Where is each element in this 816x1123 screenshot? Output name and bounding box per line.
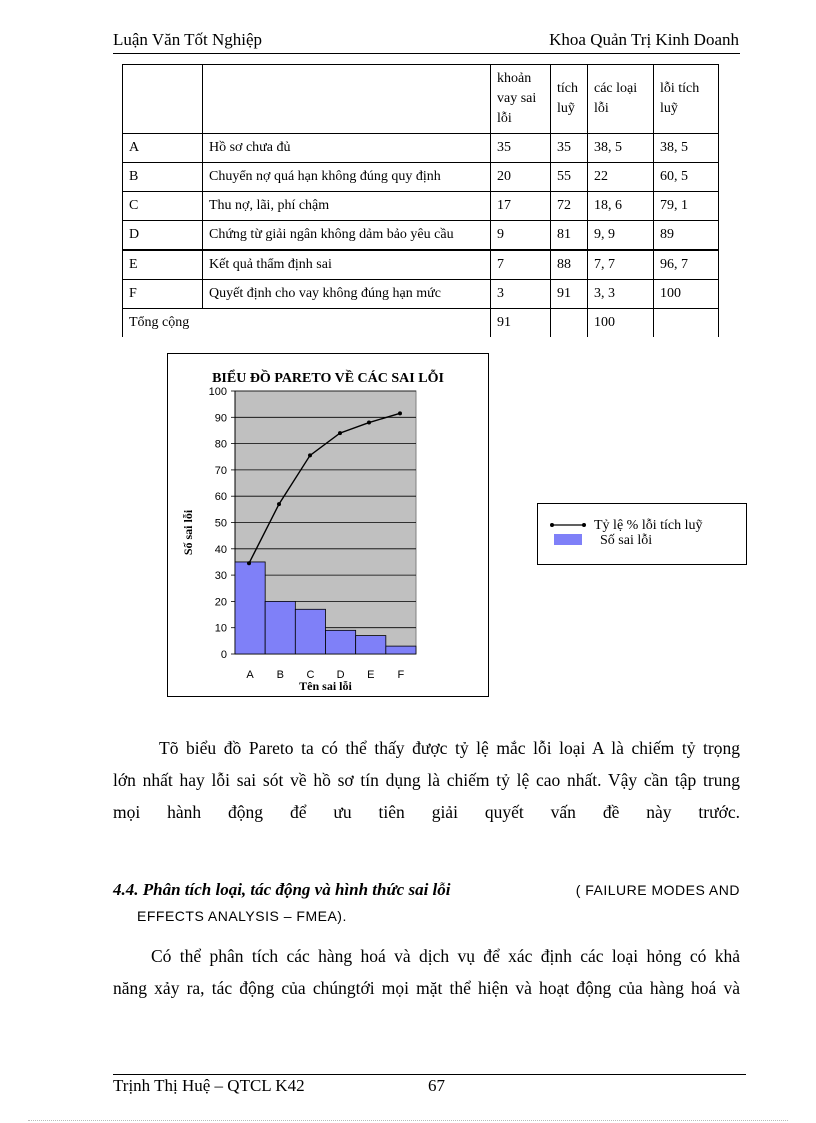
page-bottom-dotted-line (28, 1120, 788, 1121)
x-tick-label: F (397, 669, 405, 681)
y-tick-label: 30 (214, 570, 227, 583)
section-heading (113, 880, 740, 924)
table-header-cell: tích luỹ (551, 65, 588, 134)
total-count: 91 (491, 309, 551, 338)
table-row (123, 221, 719, 251)
legend-bar-swatch (554, 534, 582, 545)
table-cell: E (123, 250, 203, 280)
table-cell: Thu nợ, lãi, phí chậm (203, 192, 491, 221)
table-row (123, 192, 719, 221)
paragraph-line: mọi hành động để ưu tiên giải quyết vấn đề này trước. (113, 802, 740, 822)
table-cell: D (123, 221, 203, 251)
x-tick-label: A (246, 669, 254, 681)
table-cell: Hồ sơ chưa đủ (203, 134, 491, 163)
table-cell: 3 (491, 280, 551, 309)
table-header-cell (123, 65, 203, 134)
page-number: 67 (428, 1076, 445, 1095)
table-cell: 9, 9 (588, 221, 654, 251)
table-cell: F (123, 280, 203, 309)
x-tick-label: E (367, 669, 375, 681)
x-tick-label: D (336, 669, 345, 681)
header-left: Luận Văn Tốt Nghiệp (113, 30, 263, 49)
table-cell: 22 (588, 163, 654, 192)
cumulative-point-A (247, 561, 251, 565)
legend-bar-label: Số sai lỗi (600, 533, 653, 548)
section-subtitle-en: ( FAILURE MODES AND (575, 882, 740, 898)
paragraph-1 (113, 732, 740, 828)
y-axis-title: Số sai lỗi (181, 509, 195, 556)
paragraph-line: lớn nhất hay lỗi sai sót về hồ sơ tín dụng là chiếm tỷ lệ cao nhất. Vậy cần tập trung (113, 770, 740, 790)
x-tick-label: C (306, 669, 315, 681)
table-cell: 89 (654, 221, 719, 251)
y-tick-label: 70 (214, 464, 227, 477)
paragraph-line: Tõ biểu đồ Pareto ta có thể thấy được tỷ lệ mắc lỗi loại A là chiếm tỷ trọng (159, 738, 740, 758)
header-right: Khoa Quản Trị Kinh Doanh (549, 30, 739, 49)
legend-line-label: Tỷ lệ % lỗi tích luỹ (594, 518, 703, 533)
y-tick-label: 60 (214, 491, 227, 504)
table-cell: 17 (491, 192, 551, 221)
table-cell: 3, 3 (588, 280, 654, 309)
y-tick-label: 50 (214, 517, 227, 530)
bar-F (386, 646, 416, 654)
table-header-row (123, 65, 719, 134)
bar-D (326, 630, 356, 654)
y-tick-label: 0 (220, 649, 227, 661)
paragraph-2 (113, 940, 740, 1004)
y-tick-label: 80 (214, 438, 227, 451)
pareto-chart-svg (168, 354, 488, 696)
table-header-cell: các loại lỗi (588, 65, 654, 134)
footer-rule (113, 1074, 746, 1075)
table-row (123, 134, 719, 163)
pareto-chart (167, 353, 489, 697)
total-label: Tổng cộng (123, 309, 491, 338)
table-cell: C (123, 192, 203, 221)
table-total-row (123, 309, 719, 338)
bar-C (295, 609, 325, 654)
table-row (123, 163, 719, 192)
y-tick-label: 100 (208, 386, 227, 398)
error-table (122, 64, 719, 337)
cumulative-point-B (277, 502, 281, 506)
section-number: 4.4. (113, 880, 139, 899)
table-cell: 81 (551, 221, 588, 251)
chart-legend (537, 503, 747, 565)
table-cell: 60, 5 (654, 163, 719, 192)
table-header-cell: khoản vay sai lỗi (491, 65, 551, 134)
table-row (123, 280, 719, 309)
y-tick-label: 20 (214, 596, 227, 609)
legend-svg (538, 504, 746, 564)
section-subtitle-en: EFFECTS ANALYSIS – FMEA). (137, 908, 347, 924)
table-cell: 7, 7 (588, 250, 654, 280)
table-cell: 20 (491, 163, 551, 192)
table-cell: 79, 1 (654, 192, 719, 221)
y-tick-label: 40 (214, 543, 227, 556)
table-cell: 72 (551, 192, 588, 221)
table-cell: B (123, 163, 203, 192)
cumulative-point-F (398, 411, 402, 415)
table-cell: 55 (551, 163, 588, 192)
table-cell: Kết quả thẩm định sai (203, 250, 491, 280)
chart-title: BIỂU ĐỒ PARETO VỀ CÁC SAI LỖI (212, 371, 444, 386)
paragraph-line: Có thể phân tích các hàng hoá và dịch vụ để xác định các loại hỏng có khả (151, 946, 740, 966)
cumulative-point-C (308, 453, 312, 457)
table-cell: 38, 5 (588, 134, 654, 163)
legend-line-marker (550, 523, 586, 527)
paragraph-line: năng xảy ra, tác động của chúngtới mọi mặt thể hiện và hoạt động của hàng hoá và (113, 978, 740, 998)
table-cell: A (123, 134, 203, 163)
total-percent: 100 (588, 309, 654, 338)
table-row (123, 250, 719, 280)
x-axis-title: Tên sai lỗi (299, 679, 352, 693)
bar-A (235, 562, 265, 654)
table-cell (551, 309, 588, 338)
table-cell: 100 (654, 280, 719, 309)
bar-B (265, 601, 295, 654)
table-cell: 96, 7 (654, 250, 719, 280)
table-cell: 88 (551, 250, 588, 280)
table-cell: 18, 6 (588, 192, 654, 221)
table-cell: 91 (551, 280, 588, 309)
x-tick-label: B (276, 669, 284, 681)
table-cell: 38, 5 (654, 134, 719, 163)
y-tick-label: 10 (214, 622, 227, 635)
cumulative-point-E (367, 421, 371, 425)
header-rule (113, 53, 740, 54)
table-cell: Chứng từ giải ngân không dảm bảo yêu cầu (203, 221, 491, 251)
table-cell: 35 (491, 134, 551, 163)
table-cell: Quyết định cho vay không đúng hạn mức (203, 280, 491, 309)
table-header-cell (203, 65, 491, 134)
table-cell: 9 (491, 221, 551, 251)
cumulative-point-D (338, 431, 342, 435)
y-tick-label: 90 (214, 412, 227, 425)
table-cell: 35 (551, 134, 588, 163)
table-header-cell: lỗi tích luỹ (654, 65, 719, 134)
footer-author: Trịnh Thị Huệ – QTCL K42 (113, 1076, 305, 1095)
table-cell: Chuyển nợ quá hạn không đúng quy định (203, 163, 491, 192)
table-cell: 7 (491, 250, 551, 280)
section-title: Phân tích loại, tác động và hình thức sai lỗi (142, 880, 451, 899)
table-cell (654, 309, 719, 338)
bar-E (356, 636, 386, 654)
